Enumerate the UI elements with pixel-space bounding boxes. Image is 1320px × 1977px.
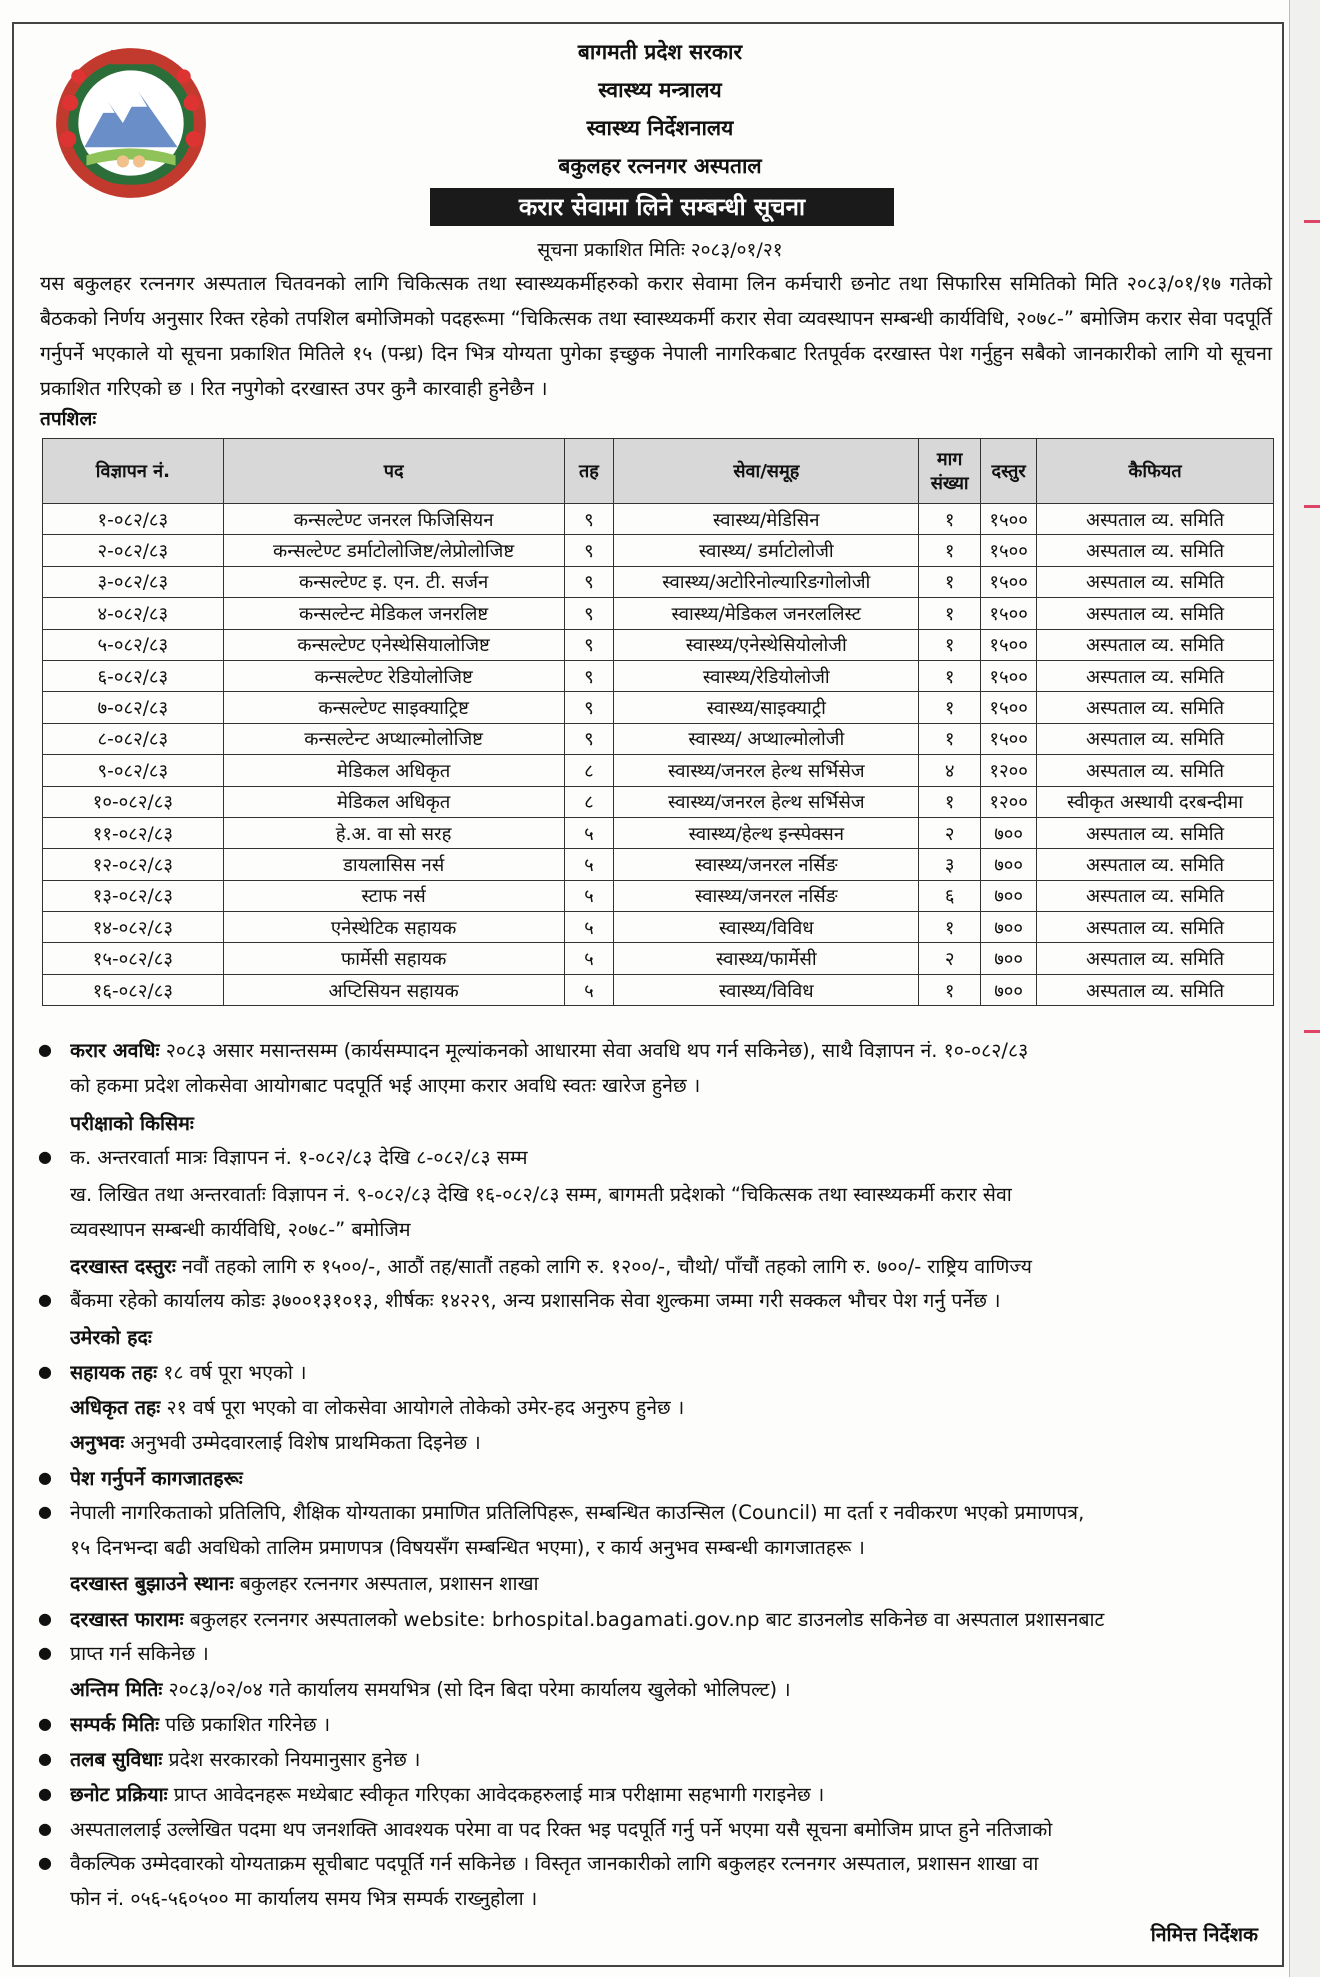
table-row — [43, 943, 1274, 974]
selection-process — [70, 1780, 1280, 1807]
cell-service-group: स्वास्थ्य/विविध — [614, 912, 919, 943]
org-line-directorate: स्वास्थ्य निर्देशनालय — [586, 116, 734, 140]
cell-fee: ७०० — [981, 880, 1037, 911]
cell-post: डायलासिस नर्स — [223, 849, 564, 880]
table-row — [43, 723, 1274, 754]
contract-text-cont: को हकमा प्रदेश लोकसेवा आयोगबाट पदपूर्ति भई आएमा करार अवधि स्वतः खारेज हुनेछ । — [70, 1074, 701, 1097]
fee-text-cont: बैंकमा रहेको कार्यालय कोडः ३७००१३१०१३, शीर्षकः १४२२९, अन्य प्रशासनिक सेवा शुल्कमा जम्मा गरी सक्कल भौचर पेश गर्नु पर्नेछ । — [70, 1289, 1001, 1312]
bullet: ● — [38, 1714, 52, 1733]
cell-service-group: स्वास्थ्य/अटोरिनोल्यारिङगोलोजी — [614, 566, 919, 597]
bullet: ● — [38, 1468, 52, 1487]
table-row — [43, 598, 1274, 629]
deadline-text: २०८३/०२/०४ गते कार्यालय समयभित्र (सो दिन बिदा परेमा कार्यालय खुलेको भोलिपल्ट) । — [168, 1678, 791, 1701]
contact-date — [70, 1710, 1280, 1737]
cell-post: कन्सल्टेन्ट मेडिकल जनरलिष्ट — [223, 598, 564, 629]
cell-level: ५ — [564, 849, 614, 880]
cell-fee: ७०० — [981, 974, 1037, 1005]
cell-fee: ७०० — [981, 817, 1037, 848]
table-row — [43, 786, 1274, 817]
cell-fee: १५०० — [981, 535, 1037, 566]
bullet: ● — [38, 1502, 52, 1521]
cell-demand-count: १ — [919, 912, 981, 943]
contract-text: २०८३ असार मसान्तसम्म (कार्यसम्पादन मूल्यांकनको आधारमा सेवा अवधि थप गर्न सकिनेछ), साथै विज्ञापन नं. १०-०८२/८३ — [165, 1039, 1029, 1062]
cell-level: ५ — [564, 974, 614, 1005]
table-row — [43, 504, 1274, 535]
cell-service-group: स्वास्थ्य/जनरल हेल्थ सर्भिसेज — [614, 786, 919, 817]
cell-fee: १५०० — [981, 660, 1037, 691]
age-officer — [70, 1393, 1280, 1420]
place-text: बकुलहर रत्ननगर अस्पताल, प्रशासन शाखा — [239, 1572, 539, 1595]
contact-text: पछि प्रकाशित गरिनेछ । — [165, 1713, 331, 1736]
experience — [70, 1428, 1280, 1455]
cell-ad-number: ४-०८२/८३ — [43, 598, 224, 629]
cell-ad-number: ११-०८२/८३ — [43, 817, 224, 848]
cell-level: ९ — [564, 504, 614, 535]
cell-service-group: स्वास्थ्य/मेडिकल जनरललिस्ट — [614, 598, 919, 629]
cell-remarks: अस्पताल व्य. समिति — [1037, 755, 1274, 786]
cell-ad-number: ८-०८२/८३ — [43, 723, 224, 754]
org-line-hospital: बकुलहर रत्ननगर अस्पताल — [558, 154, 762, 178]
exam-interview-only: क. अन्तरवार्ता मात्रः विज्ञापन नं. १-०८२/८३ देखि ८-०८२/८३ सम्म — [70, 1146, 528, 1169]
application-form — [70, 1605, 1280, 1632]
cell-demand-count: २ — [919, 943, 981, 974]
cell-level: ५ — [564, 912, 614, 943]
cell-level: ९ — [564, 692, 614, 723]
cell-demand-count: १ — [919, 629, 981, 660]
col-level: तह — [564, 439, 614, 504]
cell-post: मेडिकल अधिकृत — [223, 755, 564, 786]
cell-level: ९ — [564, 566, 614, 597]
salary — [70, 1745, 1280, 1772]
cell-level: ८ — [564, 755, 614, 786]
cell-remarks: अस्पताल व्य. समिति — [1037, 880, 1274, 911]
cell-service-group: स्वास्थ्य/एनेस्थेसियोलोजी — [614, 629, 919, 660]
table-row — [43, 629, 1274, 660]
col-service-group: सेवा/समूह — [614, 439, 919, 504]
cell-ad-number: १४-०८२/८३ — [43, 912, 224, 943]
table-header-row — [43, 439, 1274, 504]
contract-label: करार अवधिः — [70, 1039, 160, 1062]
details-label: तपशिलः — [40, 408, 97, 430]
cell-demand-count: १ — [919, 535, 981, 566]
cell-post: एनेस्थेटिक सहायक — [223, 912, 564, 943]
cell-ad-number: १०-०८२/८३ — [43, 786, 224, 817]
cell-post: कन्सल्टेन्ट अप्थाल्मोलोजिष्ट — [223, 723, 564, 754]
documents-text-cont: १५ दिनभन्दा बढी अवधिको तालिम प्रमाणपत्र (विषयसँग सम्बन्धित भएमा), र कार्य अनुभव सम्बन्धी कागजातहरू । — [70, 1536, 865, 1559]
documents-text: नेपाली नागरिकताको प्रतिलिपि, शैक्षिक योग्यताका प्रमाणित प्रतिलिपिहरू, सम्बन्धित काउन्सिल (Council) मा दर्ता र नवीकरण भएको प्रमाणपत्र, — [70, 1501, 1085, 1524]
cell-service-group: स्वास्थ्य/जनरल नर्सिङ — [614, 849, 919, 880]
cell-ad-number: १३-०८२/८३ — [43, 880, 224, 911]
cell-post: कन्सल्टेण्ट साइक्याट्रिष्ट — [223, 692, 564, 723]
table-row — [43, 755, 1274, 786]
age-officer-text: २१ वर्ष पूरा भएको वा लोकसेवा आयोगले तोकेको उमेर-हद अनुरुप हुनेछ । — [166, 1396, 685, 1419]
cell-ad-number: १२-०८२/८३ — [43, 849, 224, 880]
cell-fee: १५०० — [981, 723, 1037, 754]
cell-service-group: स्वास्थ्य/ डर्माटोलोजी — [614, 535, 919, 566]
col-fee: दस्तुर — [981, 439, 1037, 504]
cell-demand-count: ६ — [919, 880, 981, 911]
selection-label: छनोट प्रक्रियाः — [70, 1783, 168, 1806]
cell-ad-number: ६-०८२/८३ — [43, 660, 224, 691]
fee-label: दरखास्त दस्तुरः — [70, 1255, 176, 1278]
cell-service-group: स्वास्थ्य/रेडियोलोजी — [614, 660, 919, 691]
cell-service-group: स्वास्थ्य/मेडिसिन — [614, 504, 919, 535]
col-remarks: कैफियत — [1037, 439, 1274, 504]
cell-fee: १५०० — [981, 692, 1037, 723]
cell-demand-count: ३ — [919, 849, 981, 880]
cell-post: फार्मेसी सहायक — [223, 943, 564, 974]
salary-label: तलब सुविधाः — [70, 1748, 163, 1771]
col-demand-count: माग संख्या — [919, 439, 981, 504]
cell-service-group: स्वास्थ्य/जनरल हेल्थ सर्भिसेज — [614, 755, 919, 786]
bullet: ● — [38, 1362, 52, 1381]
exam-written-interview-cont: व्यवस्थापन सम्बन्धी कार्यविधि, २०७८-” बमोजिम — [70, 1218, 411, 1241]
cell-level: ९ — [564, 598, 614, 629]
cell-ad-number: १५-०८२/८३ — [43, 943, 224, 974]
cell-service-group: स्वास्थ्य/फार्मेसी — [614, 943, 919, 974]
additional-note-3: फोन नं. ०५६-५६०५०० मा कार्यालय समय भित्र सम्पर्क राख्नुहोला । — [70, 1887, 538, 1910]
intro-paragraph: यस बकुलहर रत्ननगर अस्पताल चितवनको लागि चिकित्सक तथा स्वास्थ्यकर्मीहरुको करार सेवामा लिन कर्मचारी छनोट तथा सिफारिस समितिको मिति २०८३/०१/१७ गतेको बैठकको निर्णय अनुसार रिक्त रहेको तपशिल बमोजिमको पदहरूमा “चिकित्सक तथा स्वास्थ्यकर्मी करार सेवा व्यवस्थापन सम्बन्धी कार्यविधि, २०७८-” बमोजिम करार सेवा पदपूर्ति गर्नुपर्ने भएकाले यो सूचना प्रकाशित मितिले १५ (पन्ध्र) दिन भित्र योग्यता पुगेका इच्छुक नेपाली नागरिकबाट रितपूर्वक दरखास्त पेश गर्नुहुन सबैको जानकारीको लागि यो सूचना प्रकाशित गरिएको छ । रित नपुगेको दरखास्त उपर कुनै कारवाही हुनेछैन । — [40, 272, 1272, 400]
col-ad-number: विज्ञापन नं. — [43, 439, 224, 504]
bullet: ● — [38, 1290, 52, 1309]
cell-demand-count: १ — [919, 692, 981, 723]
salary-text: प्रदेश सरकारको नियमानुसार हुनेछ । — [168, 1748, 421, 1771]
edge-mark — [1304, 220, 1320, 223]
age-limit-label: उमेरको हदः — [70, 1326, 152, 1349]
cell-post: कन्सल्टेण्ट जनरल फिजिसियन — [223, 504, 564, 535]
contract-period — [70, 1036, 1280, 1063]
table-row — [43, 912, 1274, 943]
cell-service-group: स्वास्थ्य/जनरल नर्सिङ — [614, 880, 919, 911]
vacancy-table — [42, 438, 1274, 1006]
selection-text: प्राप्त आवेदनहरू मध्येबाट स्वीकृत गरिएका आवेदकहरुलाई मात्र परीक्षामा सहभागी गराइनेछ । — [173, 1783, 825, 1806]
cell-ad-number: ७-०८२/८३ — [43, 692, 224, 723]
cell-post: कन्सल्टेण्ट इ. एन. टी. सर्जन — [223, 566, 564, 597]
bullet: ● — [38, 1147, 52, 1166]
cell-demand-count: १ — [919, 974, 981, 1005]
org-line-ministry: स्वास्थ्य मन्त्रालय — [598, 78, 722, 102]
cell-post: कन्सल्टेण्ट रेडियोलोजिष्ट — [223, 660, 564, 691]
cell-remarks: अस्पताल व्य. समिति — [1037, 566, 1274, 597]
table-body — [43, 504, 1274, 1006]
bullet: ● — [38, 1643, 52, 1662]
cell-fee: १५०० — [981, 566, 1037, 597]
cell-service-group: स्वास्थ्य/साइक्याट्री — [614, 692, 919, 723]
cell-fee: ७०० — [981, 943, 1037, 974]
cell-level: ५ — [564, 880, 614, 911]
exam-written-interview: ख. लिखित तथा अन्तरवार्ताः विज्ञापन नं. ९-०८२/८३ देखि १६-०८२/८३ सम्म, बागमती प्रदेशको “चिकित्सक तथा स्वास्थ्यकर्मी करार सेवा — [70, 1183, 1012, 1206]
age-officer-label: अधिकृत तहः — [70, 1396, 161, 1419]
cell-demand-count: १ — [919, 504, 981, 535]
edge-mark — [1304, 1030, 1320, 1033]
cell-remarks: स्वीकृत अस्थायी दरबन्दीमा — [1037, 786, 1274, 817]
cell-ad-number: २-०८२/८३ — [43, 535, 224, 566]
cell-post: हे.अ. वा सो सरह — [223, 817, 564, 848]
cell-fee: ७०० — [981, 912, 1037, 943]
cell-fee: ७०० — [981, 849, 1037, 880]
table-row — [43, 849, 1274, 880]
form-text-cont: प्राप्त गर्न सकिनेछ । — [70, 1642, 209, 1665]
cell-remarks: अस्पताल व्य. समिति — [1037, 598, 1274, 629]
place-label: दरखास्त बुझाउने स्थानः — [70, 1572, 234, 1595]
cell-remarks: अस्पताल व्य. समिति — [1037, 504, 1274, 535]
edge-mark — [1304, 505, 1320, 508]
notice-title-banner: करार सेवामा लिने सम्बन्धी सूचना — [430, 188, 894, 226]
cell-level: ९ — [564, 660, 614, 691]
table-row — [43, 974, 1274, 1005]
cell-level: ९ — [564, 535, 614, 566]
age-assistant — [70, 1358, 1280, 1385]
table-row — [43, 566, 1274, 597]
scan-edge — [1289, 0, 1320, 1977]
cell-post: मेडिकल अधिकृत — [223, 786, 564, 817]
cell-demand-count: २ — [919, 817, 981, 848]
contact-label: सम्पर्क मितिः — [70, 1713, 160, 1736]
cell-fee: १२०० — [981, 786, 1037, 817]
cell-ad-number: ५-०८२/८३ — [43, 629, 224, 660]
table-row — [43, 535, 1274, 566]
cell-level: ५ — [564, 817, 614, 848]
cell-remarks: अस्पताल व्य. समिति — [1037, 974, 1274, 1005]
documents-label: पेश गर्नुपर्ने कागजातहरूः — [70, 1467, 243, 1490]
additional-note-1: अस्पताललाई उल्लेखित पदमा थप जनशक्ति आवश्यक परेमा वा पद रिक्त भइ पदपूर्ति गर्नु पर्ने भएमा यसै सूचना बमोजिम प्राप्त हुने नतिजाको — [70, 1818, 1053, 1841]
cell-post: कन्सल्टेण्ट डर्माटोलोजिष्ट/लेप्रोलोजिष्ट — [223, 535, 564, 566]
cell-post: कन्सल्टेण्ट एनेस्थेसियालोजिष्ट — [223, 629, 564, 660]
bullet: ● — [38, 1853, 52, 1872]
cell-level: ९ — [564, 723, 614, 754]
col-post: पद — [223, 439, 564, 504]
cell-remarks: अस्पताल व्य. समिति — [1037, 849, 1274, 880]
application-fee — [70, 1252, 1280, 1279]
cell-level: ८ — [564, 786, 614, 817]
cell-remarks: अस्पताल व्य. समिति — [1037, 943, 1274, 974]
submission-place — [70, 1569, 1280, 1596]
published-date: सूचना प्रकाशित मितिः २०८३/०१/२१ — [537, 239, 783, 261]
cell-remarks: अस्पताल व्य. समिति — [1037, 817, 1274, 848]
cell-remarks: अस्पताल व्य. समिति — [1037, 692, 1274, 723]
table-row — [43, 660, 1274, 691]
cell-remarks: अस्पताल व्य. समिति — [1037, 660, 1274, 691]
bullet: ● — [38, 1749, 52, 1768]
cell-remarks: अस्पताल व्य. समिति — [1037, 912, 1274, 943]
cell-demand-count: ४ — [919, 755, 981, 786]
cell-ad-number: १६-०८२/८३ — [43, 974, 224, 1005]
cell-fee: १५०० — [981, 629, 1037, 660]
cell-service-group: स्वास्थ्य/ अप्थाल्मोलोजी — [614, 723, 919, 754]
age-assistant-label: सहायक तहः — [70, 1361, 158, 1384]
bullet: ● — [38, 1784, 52, 1803]
cell-ad-number: १-०८२/८३ — [43, 504, 224, 535]
cell-demand-count: १ — [919, 566, 981, 597]
cell-ad-number: ३-०८२/८३ — [43, 566, 224, 597]
table-row — [43, 817, 1274, 848]
experience-text: अनुभवी उम्मेदवारलाई विशेष प्राथमिकता दिइनेछ । — [130, 1431, 481, 1454]
org-line-province: बागमती प्रदेश सरकार — [577, 40, 743, 64]
cell-demand-count: १ — [919, 723, 981, 754]
table-row — [43, 880, 1274, 911]
deadline — [70, 1675, 1280, 1702]
experience-label: अनुभवः — [70, 1431, 125, 1454]
table-row — [43, 692, 1274, 723]
bullet: ● — [38, 1819, 52, 1838]
cell-fee: १५०० — [981, 504, 1037, 535]
cell-level: ९ — [564, 629, 614, 660]
cell-demand-count: १ — [919, 598, 981, 629]
form-label: दरखास्त फारामः — [70, 1608, 184, 1631]
cell-fee: १५०० — [981, 598, 1037, 629]
cell-fee: १२०० — [981, 755, 1037, 786]
bullet: ● — [38, 1040, 52, 1059]
cell-remarks: अस्पताल व्य. समिति — [1037, 629, 1274, 660]
form-text: बकुलहर रत्ननगर अस्पतालको website: brhospital.bagamati.gov.np बाट डाउनलोड सकिनेछ वा अस्पताल प्रशासनबाट — [189, 1608, 1105, 1631]
bullet: ● — [38, 1609, 52, 1628]
cell-demand-count: १ — [919, 786, 981, 817]
deadline-label: अन्तिम मितिः — [70, 1678, 163, 1701]
cell-service-group: स्वास्थ्य/हेल्थ इन्स्पेक्सन — [614, 817, 919, 848]
additional-note-2: वैकल्पिक उम्मेदवारको योग्यताक्रम सूचीबाट पदपूर्ति गर्न सकिनेछ । विस्तृत जानकारीको लागि बकुलहर रत्ननगर अस्पताल, प्रशासन शाखा वा — [70, 1852, 1039, 1875]
fee-text: नवौं तहको लागि रु १५००/-, आठौं तह/सातौं तहको लागि रु. १२००/-, चौथो/ पाँचौं तहको लागि रु. ७००/- राष्ट्रिय वाणिज्य — [182, 1255, 1032, 1278]
cell-service-group: स्वास्थ्य/विविध — [614, 974, 919, 1005]
cell-level: ५ — [564, 943, 614, 974]
cell-remarks: अस्पताल व्य. समिति — [1037, 723, 1274, 754]
cell-post: अप्टिसियन सहायक — [223, 974, 564, 1005]
age-assistant-text: १८ वर्ष पूरा भएको । — [163, 1361, 307, 1384]
cell-demand-count: १ — [919, 660, 981, 691]
cell-ad-number: ९-०८२/८३ — [43, 755, 224, 786]
cell-post: स्टाफ नर्स — [223, 880, 564, 911]
cell-remarks: अस्पताल व्य. समिति — [1037, 535, 1274, 566]
exam-type-label: परीक्षाको किसिमः — [70, 1112, 194, 1135]
signature-title: निमित्त निर्देशक — [1150, 1923, 1258, 1946]
